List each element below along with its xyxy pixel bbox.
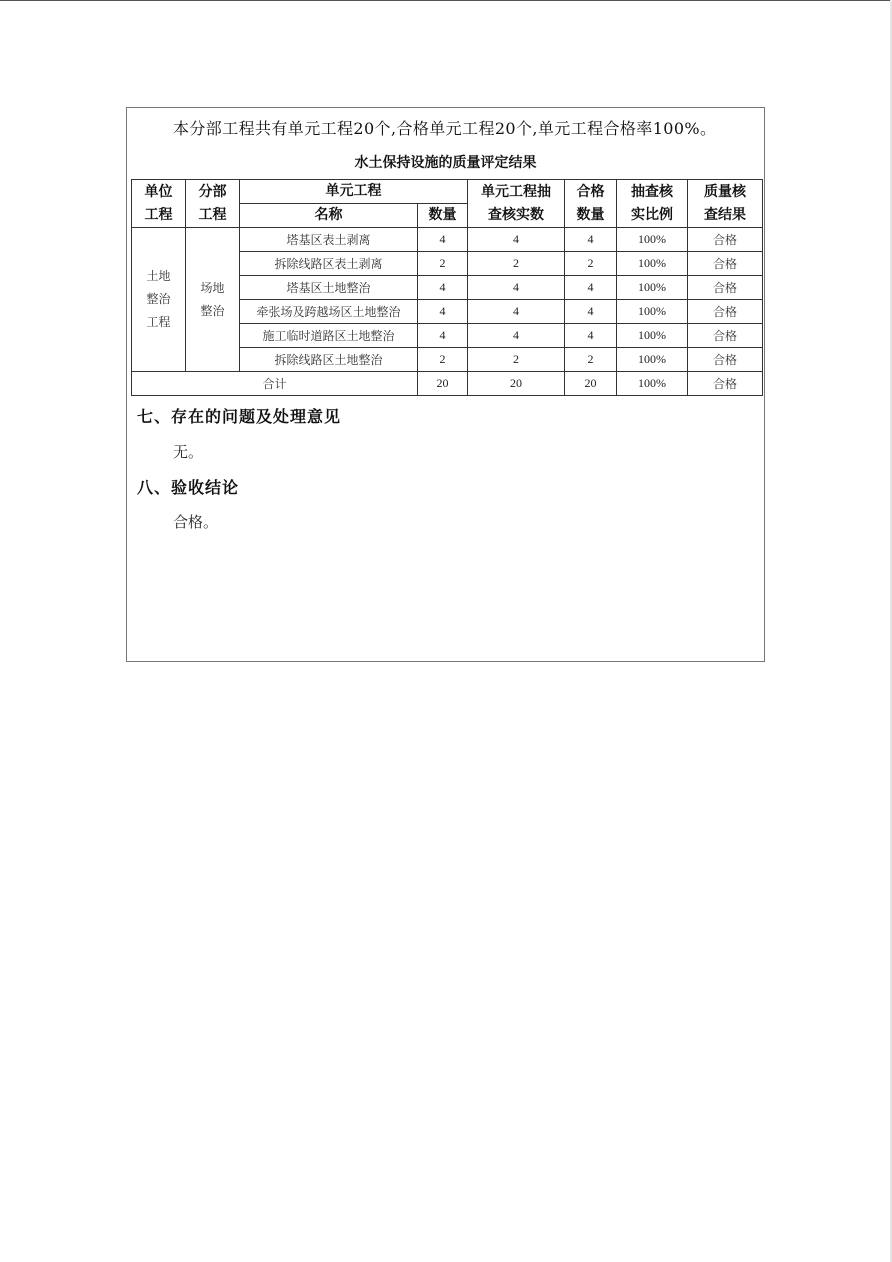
sub-project-text: 场地整治 [200, 280, 225, 318]
header-element-project: 单元工程 [240, 180, 468, 204]
total-count: 20 [418, 372, 468, 396]
quality-assessment-table [131, 179, 763, 396]
row-passed: 2 [565, 252, 617, 276]
row-count: 2 [418, 348, 468, 372]
row-result: 合格 [688, 228, 763, 252]
unit-project-text: 土地整治工程 [146, 269, 171, 329]
header-unit-project [132, 180, 186, 228]
row-passed: 4 [565, 228, 617, 252]
row-ratio: 100% [617, 276, 688, 300]
header-sample-count-text: 单元工程抽查核实数 [480, 183, 551, 223]
section-7-heading: 七、存在的问题及处理意见 [137, 407, 342, 426]
total-checked: 20 [468, 372, 565, 396]
row-name: 牵张场及跨越场区土地整治 [240, 300, 418, 324]
section-8-text: 合格。 [173, 513, 219, 531]
document-frame [126, 107, 765, 662]
intro-paragraph: 本分部工程共有单元工程20个,合格单元工程20个,单元工程合格率100%。 [173, 119, 717, 138]
row-checked: 4 [468, 324, 565, 348]
row-name: 拆除线路区表土剥离 [240, 252, 418, 276]
header-name: 名称 [240, 204, 418, 228]
table-title: 水土保持设施的质量评定结果 [354, 155, 537, 171]
row-result: 合格 [688, 276, 763, 300]
row-ratio: 100% [617, 228, 688, 252]
row-passed: 4 [565, 300, 617, 324]
row-name: 拆除线路区土地整治 [240, 348, 418, 372]
header-count: 数量 [418, 204, 468, 228]
table-header-row [132, 180, 763, 204]
header-pass-count [565, 180, 617, 228]
row-checked: 2 [468, 348, 565, 372]
row-passed: 4 [565, 276, 617, 300]
row-result: 合格 [688, 252, 763, 276]
header-sample-ratio-text: 抽查核实比例 [630, 183, 673, 223]
row-passed: 2 [565, 348, 617, 372]
header-pass-count-text: 合格数量 [576, 183, 605, 223]
total-passed: 20 [565, 372, 617, 396]
row-checked: 4 [468, 228, 565, 252]
table-total-row [132, 372, 763, 396]
header-sample-count [468, 180, 565, 228]
row-checked: 4 [468, 300, 565, 324]
total-label: 合计 [132, 372, 418, 396]
row-name: 施工临时道路区土地整治 [240, 324, 418, 348]
row-result: 合格 [688, 348, 763, 372]
total-ratio: 100% [617, 372, 688, 396]
header-sample-ratio [617, 180, 688, 228]
header-sub-project [186, 180, 240, 228]
row-result: 合格 [688, 300, 763, 324]
row-ratio: 100% [617, 324, 688, 348]
row-count: 2 [418, 252, 468, 276]
row-count: 4 [418, 228, 468, 252]
header-sub-project-text: 分部工程 [198, 183, 227, 223]
row-passed: 4 [565, 324, 617, 348]
row-checked: 2 [468, 252, 565, 276]
section-8-heading: 八、验收结论 [137, 478, 240, 497]
unit-project-cell [132, 228, 186, 372]
row-ratio: 100% [617, 252, 688, 276]
row-result: 合格 [688, 324, 763, 348]
row-ratio: 100% [617, 348, 688, 372]
row-count: 4 [418, 300, 468, 324]
sub-project-cell [186, 228, 240, 372]
page-top-rule [0, 0, 892, 1]
header-unit-project-text: 单位工程 [144, 183, 173, 223]
row-count: 4 [418, 324, 468, 348]
table-row [132, 228, 763, 252]
row-checked: 4 [468, 276, 565, 300]
row-count: 4 [418, 276, 468, 300]
row-name: 塔基区土地整治 [240, 276, 418, 300]
row-ratio: 100% [617, 300, 688, 324]
total-result: 合格 [688, 372, 763, 396]
header-result-text: 质量核查结果 [703, 183, 746, 223]
section-7-text: 无。 [173, 443, 204, 461]
row-name: 塔基区表土剥离 [240, 228, 418, 252]
header-result [688, 180, 763, 228]
